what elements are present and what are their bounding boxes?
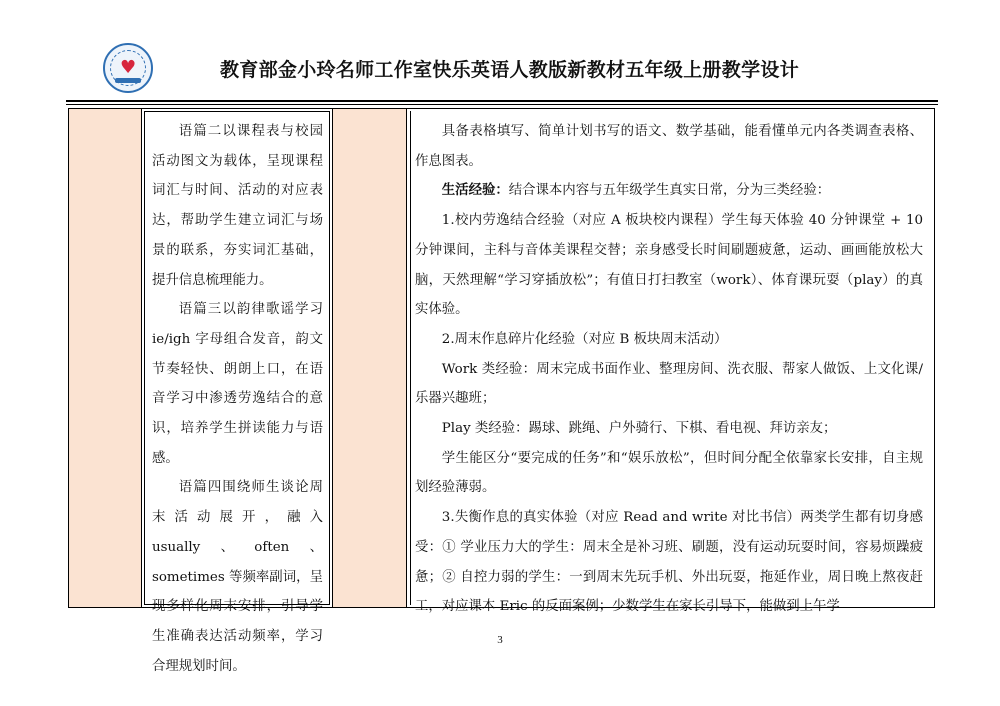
student-analysis-content [415,117,923,622]
table-shaded-cell-right [333,109,407,607]
document-title: 教育部金小玲名师工作室快乐英语人教版新教材五年级上册教学设计 [220,59,800,81]
knowledge-basis-paragraph: 具备表格填写、简单计划书写的语文、数学基础，能看懂单元内各类调查表格、作息图表。 [415,124,923,169]
heart-icon: ♥ [120,57,137,78]
header-rule-thin [66,104,938,105]
play-experience-line: Play 类经验：踢球、跳绳、户外骑行、下棋、看电视、拜访亲友； [441,421,837,437]
life-experience-paragraph [415,176,923,206]
text-analysis-paragraph-3: 语篇三以韵律歌谣学习 ie/igh 字母组合发音，韵文节奏轻快、朗朗上口，在语音学习中渗透劳逸结合的意识，培养学生拼读能力与语感。 [152,302,323,466]
table-shaded-cell-left [69,109,142,607]
distinguish-paragraph: 学生能区分“要完成的任务”和“娱乐放松”，但时间分配全依靠家长安排，自主规划经验薄弱。 [415,450,923,496]
experience-item-2: 2.周末作息碎片化经验（对应 B 板块周末活动） [441,331,728,347]
work-experience-line: Work 类经验：周末完成书面作业、整理房间、洗衣服、帮家人做饭、上文化课/乐器兴趣班； [415,361,923,407]
experience-item-1: 1.校内劳逸结合经验（对应 A 板块校内课程）学生每天体验 40 分钟课堂 + 10 分钟课间，主科与音体美课程交替；亲身感受长时间刷题疲惫，运动、画画能放松大脑，天然理解“学习穿插放松”；有值日打扫教室（work）、体育课玩耍（play）的真实体验。 [415,213,923,318]
page-number: 3 [497,634,503,646]
life-experience-text: 结合课本内容与五年级学生真实日常，分为三类经验： [508,183,831,199]
studio-logo [103,43,153,93]
experience-item-3: 3.失衡作息的真实体验（对应 Read and write 对比书信）两类学生都有切身感受：① 学业压力大的学生：周末全是补习班、刷题，没有运动玩耍时间，容易烦躁疲惫；② 自控力弱的学生：一到周末先玩手机、外出玩耍，拖延作业，周日晚上熬夜赶工，对应课本 Eric 的反面案例；少数学生在家长引导下，能做到上午学 [415,510,923,615]
text-analysis-paragraph-4: 语篇四围绕师生谈论周末活动展开，融入 usually、often、sometimes 等频率副词，呈现多样化周末安排，引导学生准确表达活动频率，学习合理规划时间。 [152,480,323,674]
header-rule-thick [66,100,938,102]
life-experience-label: 生活经验： [441,183,509,199]
logo-book-base [115,78,141,83]
text-analysis-paragraph-2: 语篇二以课程表与校园活动图文为载体，呈现课程词汇与时间、活动的对应表达，帮助学生建立词汇与场景的联系，夯实词汇基础，提升信息梳理能力。 [152,124,323,288]
lesson-design-table [68,108,935,674]
text-analysis-content [152,117,323,681]
student-analysis-cell [407,109,936,615]
text-analysis-cell [142,109,333,674]
